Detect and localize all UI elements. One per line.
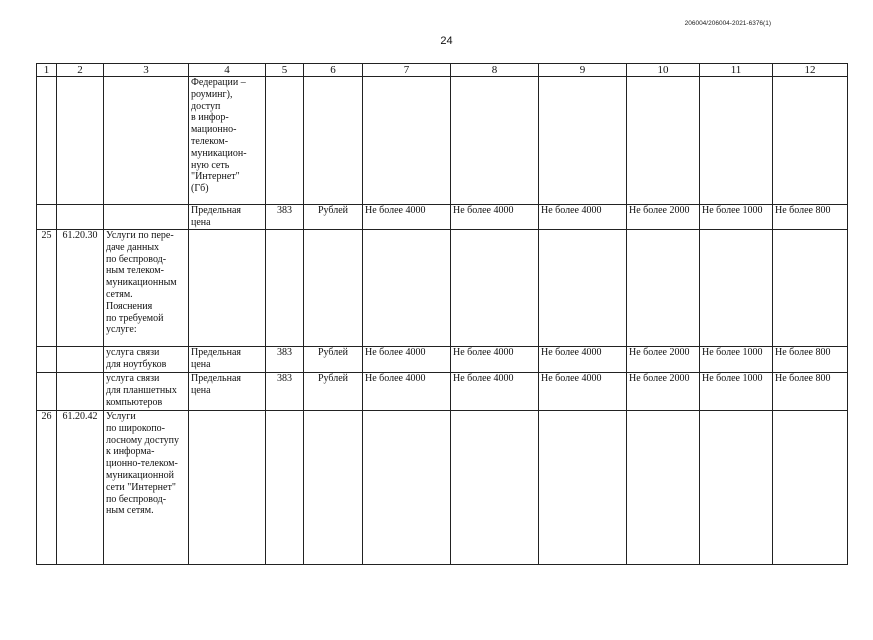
limit-cell: Не более 2000 [627, 347, 700, 373]
table-cell [700, 77, 773, 205]
table-cell [363, 230, 451, 347]
price-type-cell: Предельная цена [189, 373, 266, 411]
document-id: 206004/206004-2021-6376(1) [684, 20, 771, 27]
table-cell [266, 77, 304, 205]
table-cell [773, 230, 848, 347]
column-header: 9 [539, 64, 627, 77]
limit-cell: Не более 1000 [700, 347, 773, 373]
limit-cell: Не более 1000 [700, 373, 773, 411]
table-cell [57, 205, 104, 230]
limit-cell: Не более 4000 [451, 373, 539, 411]
price-type-cell: Предельная цена [189, 347, 266, 373]
price-type-cell: Предельная цена [189, 205, 266, 230]
table-row [37, 347, 848, 373]
limit-cell: Не более 2000 [627, 205, 700, 230]
table-cell [627, 230, 700, 347]
limit-cell: Не более 1000 [700, 205, 773, 230]
okpd-code-cell: 61.20.42 [57, 411, 104, 565]
table-row [37, 373, 848, 411]
table-cell [773, 77, 848, 205]
table-cell [539, 230, 627, 347]
okpd-code-cell: 61.20.30 [57, 230, 104, 347]
table-row [37, 205, 848, 230]
table-cell [363, 411, 451, 565]
table-cell [37, 205, 57, 230]
limit-cell: Не более 4000 [539, 205, 627, 230]
column-header: 8 [451, 64, 539, 77]
row-number-cell: 25 [37, 230, 57, 347]
column-header: 1 [37, 64, 57, 77]
table-cell [57, 347, 104, 373]
table-cell [700, 230, 773, 347]
column-header: 3 [104, 64, 189, 77]
requirements-table [36, 63, 848, 565]
limit-cell: Не более 800 [773, 373, 848, 411]
table-row [37, 411, 848, 565]
unit-code-cell: 383 [266, 373, 304, 411]
table-cell [304, 230, 363, 347]
table-cell [104, 77, 189, 205]
limit-cell: Не более 4000 [363, 373, 451, 411]
table-cell [627, 77, 700, 205]
table-row [37, 230, 848, 347]
table-cell [37, 347, 57, 373]
table-cell [37, 77, 57, 205]
row-number-cell: 26 [37, 411, 57, 565]
table-cell [266, 230, 304, 347]
unit-code-cell: 383 [266, 205, 304, 230]
table-cell [266, 411, 304, 565]
page-number: 24 [440, 35, 453, 47]
table-cell [539, 411, 627, 565]
table-cell [304, 411, 363, 565]
continuation-text-cell: Федерации – роуминг), доступ в инфор- мационно- телеком- муникацион- ную сеть "Интернет" (Гб) [189, 77, 266, 205]
column-header: 12 [773, 64, 848, 77]
service-name-cell: Услуги по пере- даче данных по беспровод- ным телеком- муникационным сетям. Пояснения по требуемой услуге: [104, 230, 189, 347]
unit-name-cell: Рублей [304, 373, 363, 411]
unit-name-cell: Рублей [304, 347, 363, 373]
limit-cell: Не более 4000 [539, 373, 627, 411]
table-cell [451, 77, 539, 205]
column-header: 2 [57, 64, 104, 77]
column-header: 7 [363, 64, 451, 77]
column-header: 5 [266, 64, 304, 77]
table-cell [627, 411, 700, 565]
table-cell [773, 411, 848, 565]
table-cell [57, 373, 104, 411]
column-header: 4 [189, 64, 266, 77]
table-cell [304, 77, 363, 205]
limit-cell: Не более 4000 [363, 347, 451, 373]
column-header: 6 [304, 64, 363, 77]
table-cell [189, 230, 266, 347]
unit-name-cell: Рублей [304, 205, 363, 230]
limit-cell: Не более 800 [773, 205, 848, 230]
column-header: 11 [700, 64, 773, 77]
limit-cell: Не более 4000 [363, 205, 451, 230]
table-row [37, 77, 848, 205]
service-name-cell: услуга связи для планшетных компьютеров [104, 373, 189, 411]
limit-cell: Не более 2000 [627, 373, 700, 411]
column-number-row [37, 64, 848, 77]
table-cell [451, 230, 539, 347]
table-cell [37, 373, 57, 411]
table-cell [189, 411, 266, 565]
table-cell [451, 411, 539, 565]
table-cell [539, 77, 627, 205]
unit-code-cell: 383 [266, 347, 304, 373]
service-name-cell: услуга связи для ноутбуков [104, 347, 189, 373]
table-cell [700, 411, 773, 565]
limit-cell: Не более 4000 [451, 205, 539, 230]
limit-cell: Не более 800 [773, 347, 848, 373]
column-header: 10 [627, 64, 700, 77]
service-name-cell: Услуги по широкопо- лосному доступу к информа- ционно-телеком- муникационной сети "Интернет" по беспровод- ным сетям. [104, 411, 189, 565]
table-cell [363, 77, 451, 205]
limit-cell: Не более 4000 [539, 347, 627, 373]
limit-cell: Не более 4000 [451, 347, 539, 373]
table-cell [104, 205, 189, 230]
table-cell [57, 77, 104, 205]
